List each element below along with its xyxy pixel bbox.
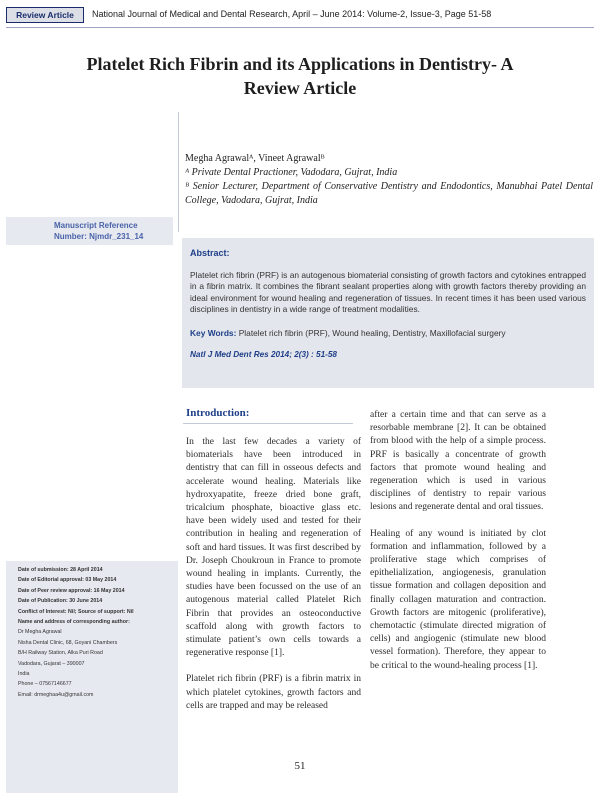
abstract-body: Platelet rich fibrin (PRF) is an autogenous biomaterial consisting of growth factors and cytokines entrapped in a fibrin matrix. It combines the fibrant sealant properties along with growth factors thereby providing an ideal environment for wound healing and regeneration of tissues. In recent times it has been used various disciplines in dentistry in a wide range of treatment modalities. bbox=[190, 270, 586, 315]
keywords-label: Key Words: bbox=[190, 327, 237, 338]
corresponding-author-heading: Name and address of corresponding author: bbox=[18, 619, 130, 626]
article-title bbox=[40, 52, 560, 100]
submission-details-text bbox=[18, 565, 174, 700]
corresponding-author-name: Dr Megha Agrawal bbox=[18, 629, 62, 636]
address-line-3: Vadodara, Gujarat – 390007 bbox=[18, 660, 85, 667]
page-number: 51 bbox=[294, 760, 306, 772]
header-divider bbox=[6, 27, 594, 28]
intro-left-paragraph-1: In the last few decades a variety of biomaterials have been introduced in dentistry that can fill in osseous defects and accelerate wound healing. Materials like hydroxyapatite, freeze dried bone graft, tricalcium phosphate, bioactive glass etc. have been widely used and tested for their contribution in healing and regeneration of soft and hard tissues. It was first described by Dr. Joseph Choukroun in France to promote wound healing in implants. Currently, the studies have been focussed on the use of an autogenous material called Platelet Rich Fibrin that provides an osteoconductive scaffold along with growth factors to stimulate patient’s own cells towards a regenerative response [1]. bbox=[186, 437, 361, 659]
abstract-citation: Natl J Med Dent Res 2014; 2(3) : 51-58 bbox=[190, 349, 337, 359]
author-block bbox=[185, 152, 593, 208]
email: Email: drmeghaa4u@gmail.com bbox=[18, 691, 94, 698]
manuscript-ref-line-1: Manuscript Reference bbox=[54, 221, 138, 230]
journal-citation: National Journal of Medical and Dental Research, April – June 2014: Volume-2, Issue-3, Page 51-58 bbox=[92, 9, 492, 19]
introduction-heading: Introduction: bbox=[186, 407, 250, 419]
phone: Phone – 07567146677 bbox=[18, 681, 72, 688]
intro-right-column bbox=[370, 409, 546, 673]
author-names: Megha Agrawalᴬ, Vineet Agrawalᴮ bbox=[185, 153, 325, 164]
article-type-badge: Review Article bbox=[6, 7, 84, 23]
date-of-submission: Date of submission: 28 April 2014 bbox=[18, 567, 103, 573]
address-country: India bbox=[18, 671, 30, 678]
affiliation-b: ᴮ Senior Lecturer, Department of Conservative Dentistry and Endodontics, Manubhai Patel Dental College, Vadodara, Gujrat, India bbox=[185, 181, 593, 206]
conflict-of-interest: Conflict of Interest: Nil; Source of support: Nil bbox=[18, 608, 134, 615]
abstract-box bbox=[182, 238, 594, 388]
vertical-divider bbox=[178, 112, 179, 232]
keywords-text: Platelet rich fibrin (PRF), Wound healing, Dentistry, Maxillofacial surgery bbox=[238, 327, 506, 338]
address-line-1: Nisha Dental Clinic, 68, Goyani Chambers bbox=[18, 639, 118, 646]
date-of-publication: Date of Publication: 30 June 2014 bbox=[18, 598, 103, 605]
keywords bbox=[190, 328, 586, 338]
intro-left-column bbox=[186, 436, 361, 713]
date-of-peer-review-approval: Date of Peer review approval: 16 May 2014 bbox=[18, 587, 125, 594]
abstract-heading: Abstract: bbox=[190, 248, 230, 258]
intro-left-paragraph-2: Platelet rich fibrin (PRF) is a fibrin matrix in which platelet cytokines, growth factors and cells are trapped and may be released bbox=[186, 674, 361, 711]
title-line-2: Review Article bbox=[243, 78, 357, 98]
affiliation-a: ᴬ Private Dental Practioner, Vadodara, Gujrat, India bbox=[185, 167, 398, 178]
manuscript-reference bbox=[6, 217, 173, 245]
intro-underline bbox=[183, 423, 353, 424]
title-line-1: Platelet Rich Fibrin and its Applications in Dentistry- A bbox=[86, 54, 514, 74]
date-of-editorial-approval: Date of Editorial approval: 03 May 2014 bbox=[18, 577, 117, 584]
manuscript-ref-line-2: Number: Njmdr_231_14 bbox=[54, 232, 144, 241]
address-line-2: B/H Railway Station, Alka Puri Road bbox=[18, 650, 103, 657]
intro-right-paragraph-2: Healing of any wound is initiated by clot formation and inflammation, followed by a proliferative stage which comprises of epithelialization, angiogenesis, granulation tissue formation and collagen deposition and finally collagen maturation and contraction. Growth factors are mitogenic (proliferative), chemotactic (stimulate directed migration of cells) and angiogenic (stimulate new blood vessel formation). Therefore, they appear to be critical to the wound-healing process [1]. bbox=[370, 528, 546, 671]
intro-right-paragraph-1: after a certain time and that can serve as a resorbable membrane [2]. It can be obtained from blood with the help of a simple process. PRF is basically a concentrate of growth factors that promote wound healing and regeneration which is used in various disciplines of dentistry to repair various lesions and regenerate dental and oral tissues. bbox=[370, 410, 546, 513]
